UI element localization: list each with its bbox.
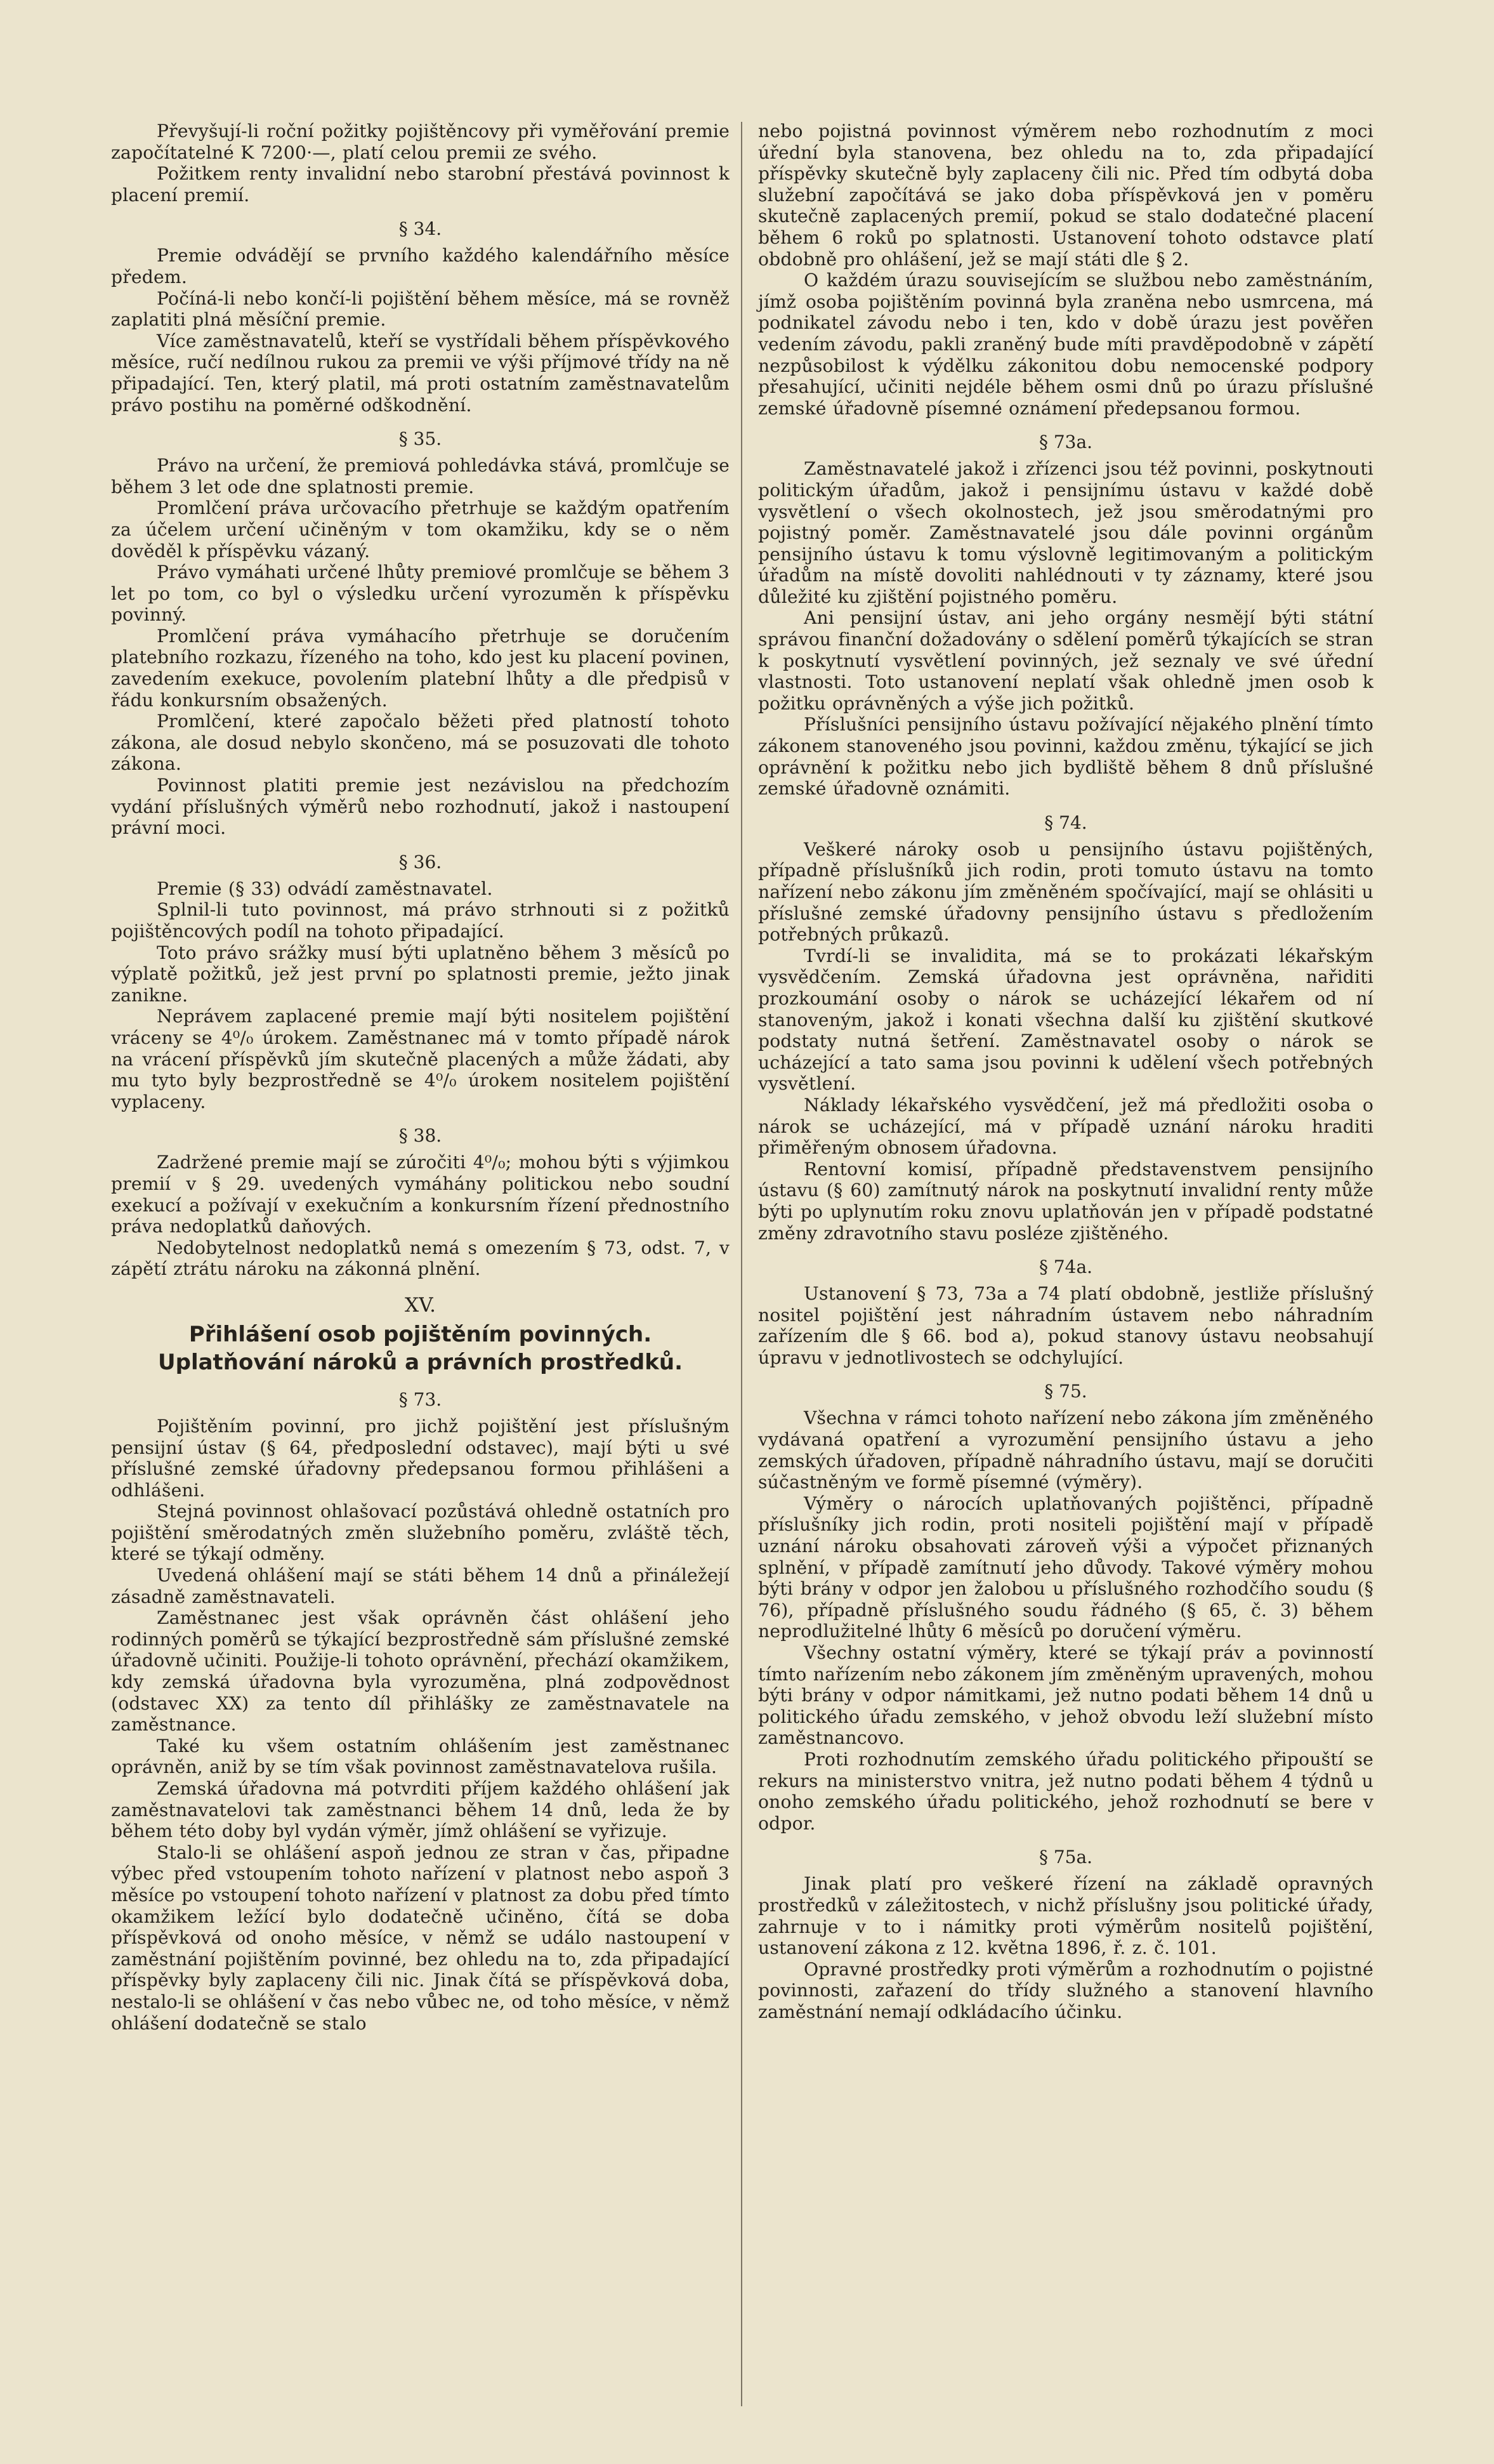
paragraph: Zaměstnavatelé jakož i zřízenci jsou též povinni, poskytnouti politickým úřadům, jakož i pensijnímu ústavu v každé době vysvětlení o všech okolnostech, jež jsou směrodatnými pro pojistný poměr. Zaměstnavatelé jsou dále povinni orgánům pensijního ústavu k tomu výslovně legitimovaným a politickým úřadům na místě dovoliti nahlédnouti v ty záznamy, které jsou důležité ku zjištění pojistného poměru.: [758, 458, 1373, 607]
paragraph: Všechny ostatní výměry, které se týkají práv a povinností tímto nařízením nebo zákonem jím změněným upravených, mohou býti brány v odpor námitkami, jež nutno podati během 14 dnů u politického úřadu zemského, v jehož obvodu leží služební místo zaměstnancovo.: [758, 1642, 1373, 1749]
paragraph: Promlčení, které započalo běžeti před platností tohoto zákona, ale dosud nebylo skončeno, má se posuzovati dle tohoto zákona.: [111, 711, 730, 775]
paragraph: Příslušníci pensijního ústavu požívající nějakého plnění tímto zákonem stanoveného jsou povinni, každou změnu, týkající se jich oprávnění k požitku nebo jich bydliště během 8 dnů příslušné zemské úřadovně oznámiti.: [758, 714, 1373, 800]
paragraph: Proti rozhodnutím zemského úřadu politického připouští se rekurs na ministerstvo vnitra, jež nutno podati během 4 týdnů u onoho zemského úřadu politického, jehož rozhodnutí se bere v odpor.: [758, 1748, 1373, 1834]
paragraph: Neprávem zaplacené premie mají býti nositelem pojištění vráceny se 4⁰/₀ úrokem. Zaměstnanec má v tomto případě nárok na vrácení příspěvků jím skutečně placených a může žádati, aby mu tyto byly bezprostředně se 4⁰/₀ úrokem nositelem pojištění vyplaceny.: [111, 1006, 730, 1112]
paragraph: Zaměstnanec jest však oprávněn část ohlášení jeho rodinných poměrů se týkající bezprostředně sám příslušné zemské úřadovně učiniti. Použije-li tohoto oprávnění, přechází okamžikem, kdy zemská úřadovna byla vyrozuměna, plná zodpovědnost (odstavec XX) za tento díl přihlášky ze zaměstnavatele na zaměstnance.: [111, 1607, 730, 1736]
paragraph: Rentovní komisí, případně představenstvem pensijního ústavu (§ 60) zamítnutý nárok na poskytnutí invalidní renty může býti po uplynutím roku znovu uplatňován jen v případě podstatné změny zdravotního stavu posléze zjištěného.: [758, 1158, 1373, 1244]
paragraph: Povinnost platiti premie jest nezávislou na předchozím vydání příslušných výměrů nebo rozhodnutí, jakož i nastoupení právní moci.: [111, 775, 730, 839]
column-divider: [741, 122, 742, 2406]
section-heading: § 73a.: [1039, 432, 1093, 453]
section-heading: § 74.: [1044, 812, 1087, 833]
paragraph: Počíná-li nebo končí-li pojištění během měsíce, má se rovněž zaplatiti plná měsíční premie.: [111, 287, 730, 331]
chapter-heading: Přihlášení osob pojištěním povinných. Uplatňování nároků a právních prostředků.: [158, 1321, 683, 1375]
right-column: [758, 121, 1373, 2023]
section-heading: § 75a.: [1039, 1847, 1093, 1868]
paragraph: Nedobytelnost nedoplatků nemá s omezením § 73, odst. 7, v zápětí ztrátu nároku na zákonná plnění.: [111, 1237, 730, 1280]
paragraph: Stejná povinnost ohlašovací pozůstává ohledně ostatních pro pojištění směrodatných změn služebního poměru, zvláště těch, které se týkají odměny.: [111, 1501, 730, 1565]
paragraph: Pojištěním povinní, pro jichž pojištění jest příslušným pensijní ústav (§ 64, předposlední odstavec), mají býti u své příslušné zemské úřadovny předepsanou formou přihlášeni a odhlášeni.: [111, 1415, 730, 1501]
paragraph: Náklady lékařského vysvědčení, jež má předložiti osoba o nárok se ucházející, má v případě uznání nároku hraditi přiměřeným obnosem úřadovna.: [758, 1094, 1373, 1159]
paragraph: Toto právo srážky musí býti uplatněno během 3 měsíců po výplatě požitků, jež jest první po splatnosti premie, ježto jinak zanikne.: [111, 942, 730, 1006]
paragraph: Stalo-li se ohlášení aspoň jednou ze stran v čas, připadne výbec před vstoupením tohoto nařízení v platnost nebo aspoň 3 měsíce po vstoupení tohoto nařízení v platnost za dobu před tímto okamžikem ležící bylo dodatečně učiněno, čítá se doba příspěvková od onoho měsíce, v němž se událo nastoupení v zaměstnání pojištěním povinné, bez ohledu na to, zda připadající příspěvky byly zaplaceny čili nic. Jinak čítá se příspěvková doba, nestalo-li se ohlášení v čas nebo vůbec ne, od toho měsíce, v němž ohlášení dodatečně se stalo: [111, 1841, 730, 2034]
paragraph: Premie odvádějí se prvního každého kalendářního měsíce předem.: [111, 245, 730, 287]
paragraph: Více zaměstnavatelů, kteří se vystřídali během příspěvkového měsíce, ručí nedílnou rukou za premii ve výši příjmové třídy na ně připadající. Ten, který platil, má proti ostatním zaměstnavatelům právo postihu na poměrné odškodnění.: [111, 330, 730, 416]
paragraph: Ustanovení § 73, 73a a 74 platí obdobně, jestliže příslušný nositel pojištění jest náhradním ústavem nebo náhradním zařízením dle § 66. bod a), pokud stanovy ústavu neobsahují úpravu v jednotlivostech se odchylující.: [758, 1283, 1373, 1368]
section-heading: § 38.: [398, 1125, 442, 1147]
left-column: [111, 121, 730, 2034]
paragraph: Veškeré nároky osob u pensijního ústavu pojištěných, případně příslušníků jich rodin, proti tomuto ústavu na tomto nařízení nebo zákonu jím změněném spočívající, mají se ohlásiti u příslušné zemské úřadovny pensijního ústavu s předložením potřebných průkazů.: [758, 838, 1373, 945]
paragraph: Výměry o nárocích uplatňovaných pojištěnci, případně příslušníky jich rodin, proti nositeli pojištění mají v případě uznání nároku obsahovati zároveň výši a výpočet přiznaných splnění, v případě zamítnutí jeho důvody. Takové výměry mohou býti brány v odpor jen žalobou u příslušného rozhodčího soudu (§ 76), případně příslušného soudu řádného (§ 65, č. 3) během neprodlužitelné lhůty 6 měsíců po doručení výměru.: [758, 1492, 1373, 1642]
paragraph: Převyšují-li roční požitky pojištěncovy při vyměřování premie započítatelné K 7200·—, platí celou premii ze svého.: [111, 121, 730, 163]
section-heading: § 34.: [398, 218, 442, 240]
paragraph: Splnil-li tuto povinnost, má právo strhnouti si z požitků pojištěncových podíl na tohoto připadající.: [111, 899, 730, 942]
paragraph: nebo pojistná povinnost výměrem nebo rozhodnutím z moci úřední byla stanovena, bez ohledu na to, zda připadající příspěvky skutečně byly zaplaceny čili nic. Před tím odbytá doba služební započítává se jako doba příspěvková jen v poměru skutečně zaplacených premií, pokud se stalo dodatečné placení během 6 roků po splatnosti. Ustanovení tohoto odstavce platí obdobně pro ohlášení, jež se mají státi dle § 2.: [758, 121, 1373, 270]
section-heading: § 35.: [398, 428, 442, 450]
paragraph: Právo vymáhati určené lhůty premiové promlčuje se během 3 let po tom, co byl o výsledku určení vyrozuměn k příspěvku povinný.: [111, 562, 730, 626]
chapter-number: XV.: [405, 1293, 436, 1317]
paragraph: Uvedená ohlášení mají se státi během 14 dnů a přináležejí zásadně zaměstnavateli.: [111, 1565, 730, 1607]
paragraph: Promlčení práva určovacího přetrhuje se každým opatřením za účelem určení učiněným v tom okamžiku, kdy se o něm dověděl k příspěvku vázaný.: [111, 497, 730, 562]
paragraph: Všechna v rámci tohoto nařízení nebo zákona jím změněného vydávaná opatření a vyrozumění pensijního ústavu a jeho zemských úřadoven, případně náhradního ústavu, mají se doručiti súčastněným ve formě písemné (výměry).: [758, 1407, 1373, 1493]
section-heading: § 74a.: [1039, 1256, 1093, 1278]
paragraph: Požitkem renty invalidní nebo starobní přestává povinnost k placení premií.: [111, 163, 730, 206]
paragraph: Zemská úřadovna má potvrditi příjem každého ohlášení jak zaměstnavatelovi tak zaměstnanci během 14 dnů, leda že by během této doby byl vydán výměr, jímž ohlášení se vyřizuje.: [111, 1778, 730, 1842]
paragraph: Také ku všem ostatním ohlášením jest zaměstnanec oprávněn, aniž by se tím však povinnost zaměstnavatelova rušila.: [111, 1735, 730, 1778]
paragraph: Zadržené premie mají se zúročiti 4⁰/₀; mohou býti s výjimkou premií v § 29. uvedených vymáhány politickou nebo soudní exekucí a požívají v exekučním a konkursním řízení přednostního práva nedoplatků daňových.: [111, 1152, 730, 1237]
paragraph: Promlčení práva vymáhacího přetrhuje se doručením platebního rozkazu, řízeného na toho, kdo jest ku placení povinen, zavedením exekuce, povolením platební lhůty a dle předpisů v řádu konkursním obsažených.: [111, 625, 730, 711]
paragraph: Tvrdí-li se invalidita, má se to prokázati lékařským vysvědčením. Zemská úřadovna jest oprávněna, nařiditi prozkoumání osoby o nárok se ucházející lékařem od ní stanoveným, jakož i konati všechna další ku zjištění skutkové podstaty nutná šetření. Zaměstnavatel osoby o nárok se ucházející a tato sama jsou povinni k udělení všech potřebných vysvětlení.: [758, 945, 1373, 1095]
paragraph: Premie (§ 33) odvádí zaměstnavatel.: [157, 878, 493, 899]
paragraph: Ani pensijní ústav, ani jeho orgány nesmějí býti státní správou finanční dožadovány o sdělení poměrů týkajících se stran k poskytnutí vysvětlení povinných, jež seznaly ve své úřední vlastnosti. Toto ustanovení neplatí však ohledně jmen osob k požitku oprávněných a výše jich požitků.: [758, 607, 1373, 714]
section-heading: § 73.: [398, 1388, 442, 1410]
paragraph: Jinak platí pro veškeré řízení na základě opravných prostředků v záležitostech, v nichž příslušny jsou politické úřady, zahrnuje v to i námitky proti výměrům nositelů pojištění, ustanovení zákona z 12. května 1896, ř. z. č. 101.: [758, 1873, 1373, 1959]
section-heading: § 36.: [398, 851, 442, 873]
paragraph: Právo na určení, že premiová pohledávka stává, promlčuje se během 3 let ode dne splatnosti premie.: [111, 455, 730, 497]
paragraph: Opravné prostředky proti výměrům a rozhodnutím o pojistné povinnosti, zařazení do třídy služného a stanovení hlavního zaměstnání nemají odkládacího účinku.: [758, 1958, 1373, 2022]
paragraph: O každém úrazu souvisejícím se službou nebo zaměstnáním, jímž osoba pojištěním povinná byla zraněna nebo usmrcena, má podnikatel závodu nebo i ten, kdo v době úrazu jest pověřen vedením závodu, pakli zraněný bude míti pravděpodobně v zápětí nezpůsobilost k výdělku zákonitou dobu nemocenské podpory přesahující, učiniti nejdéle během osmi dnů po úrazu příslušné zemské úřadovně písemné oznámení předepsanou formou.: [758, 270, 1373, 419]
section-heading: § 75.: [1044, 1381, 1087, 1402]
